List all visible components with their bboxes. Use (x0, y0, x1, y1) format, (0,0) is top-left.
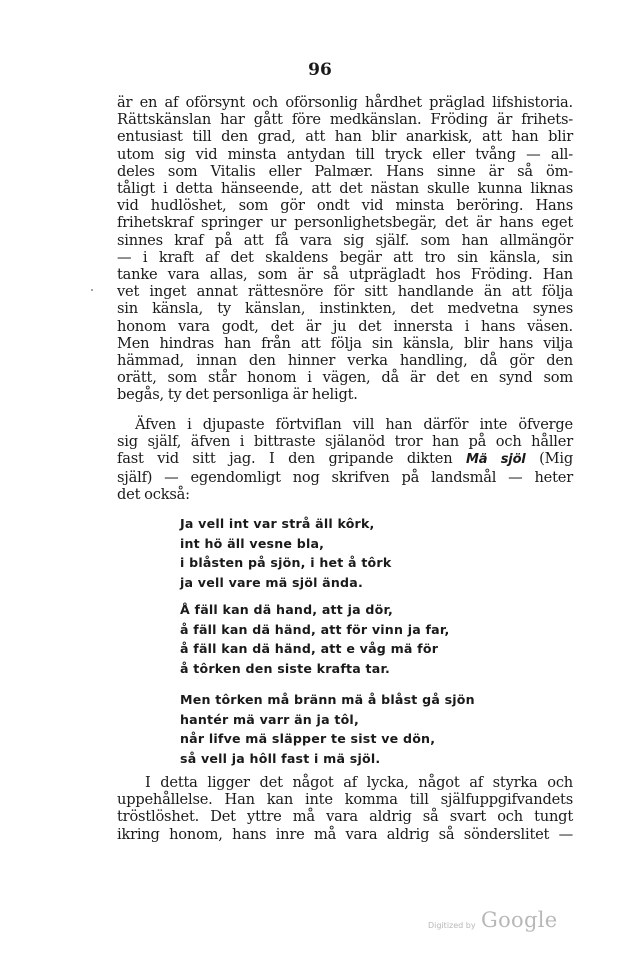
poem-line: hantér mä varr än ja tôl, (180, 711, 359, 727)
margin-mark (91, 289, 93, 291)
text-line: Äfven i djupaste förtviflan vill han därför inte öfverge (135, 416, 573, 433)
poem-stanza-3 (180, 690, 480, 768)
poem-line: Å fäll kan dä hand, att ja dör, (180, 602, 393, 617)
text-line: I detta ligger det något af lycka, något af styrka och (145, 774, 573, 791)
poem-line: i blåsten på sjön, i het å tôrk (180, 555, 392, 571)
text-fragment: (Mig (539, 450, 573, 468)
text-line: tåligt i detta hänseende, att det nästan skulle kunna liknas (117, 180, 573, 198)
paragraph-2 (117, 416, 573, 503)
text-line: sig själf, äfven i bittraste själanöd tror han på och håller (117, 433, 573, 451)
paragraph-1 (117, 94, 573, 404)
paragraph-3 (117, 774, 573, 843)
poem-line: Men tôrken må bränn mä å blåst gå sjön (180, 692, 475, 707)
text-line: uppehållelse. Han kan inte komma till själfuppgifvandets (117, 791, 573, 809)
poem-line: å fäll kan dä händ, att för vinn ja far, (180, 621, 450, 637)
text-line: Rättskänslan har gått före medkänslan. Fröding är frihets- (117, 111, 573, 129)
poem-line: så vell ja hôll fast i mä sjöl. (180, 750, 381, 766)
text-line: vet inget annat rättesnöre för sitt handlande än att följa (117, 283, 573, 301)
poem-line: Ja vell int var strå äll kôrk, (180, 516, 375, 531)
text-line: sin känsla, ty känslan, instinkten, det medvetna synes (117, 300, 573, 318)
text-line: utom sig vid minsta antydan till tryck eller tvång — all- (117, 145, 573, 163)
google-logo: Google (481, 908, 558, 932)
poem-line: ja vell vare mä sjöl ända. (180, 574, 363, 590)
text-line: tröstlöshet. Det yttre må vara aldrig så svart och tungt (117, 808, 573, 826)
text-line: deles som Vitalis eller Palmær. Hans sinne är så öm- (117, 162, 573, 180)
text-line: Men hindras han från att följa sin känsla, blir hans vilja (117, 334, 573, 352)
text-line: entusiast till den grad, att han blir anarkisk, att han blir (117, 128, 573, 146)
poem-line: int hö äll vesne bla, (180, 535, 325, 551)
text-line (117, 450, 573, 468)
text-line: tanke vara allas, som är så utprägladt hos Fröding. Han (117, 266, 573, 284)
page-number: 96 (308, 60, 332, 80)
text-line: hämmad, innan den hinner verka handling, då gör den (117, 352, 573, 370)
text-line: frihetskraf springer ur personlighetsbegär, det är hans eget (117, 214, 573, 232)
text-line: ikring honom, hans inre må vara aldrig så sönderslitet — (117, 825, 573, 843)
text-line: är en af oförsynt och oförsonlig hårdhet präglad lifshistoria. (117, 94, 573, 111)
poem-stanza-1 (180, 514, 480, 592)
text-line: — i kraft af det skaldens begär att tro sin känsla, sin (117, 248, 573, 266)
google-watermark (428, 908, 568, 938)
text-line: sinnes kraf på att få vara sig själf. som han allmängör (117, 231, 573, 249)
text-line: själf) — egendomligt nog skrifven på landsmål — heter (117, 468, 573, 486)
text-line: vid hudlöshet, som gör ondt vid minsta beröring. Hans (117, 197, 573, 215)
poem-title: Mä sjöl (466, 452, 526, 468)
text-line: honom vara godt, det är ju det innersta i hans väsen. (117, 317, 573, 335)
text-line: det också: (117, 485, 190, 503)
poem-line: å fäll kan dä händ, att e våg mä för (180, 641, 439, 657)
poem-line: å tôrken den siste krafta tar. (180, 660, 391, 676)
poem-line: når lifve mä släpper te sist ve dön, (180, 731, 436, 747)
text-line: orätt, som står honom i vägen, då är det en synd som (117, 369, 573, 387)
text-line: begås, ty det personliga är heligt. (117, 386, 358, 404)
watermark-prefix: Digitized by (428, 921, 476, 930)
poem-stanza-2 (180, 600, 480, 678)
text-fragment: fast vid sitt jag. I den gripande dikten (117, 450, 453, 468)
